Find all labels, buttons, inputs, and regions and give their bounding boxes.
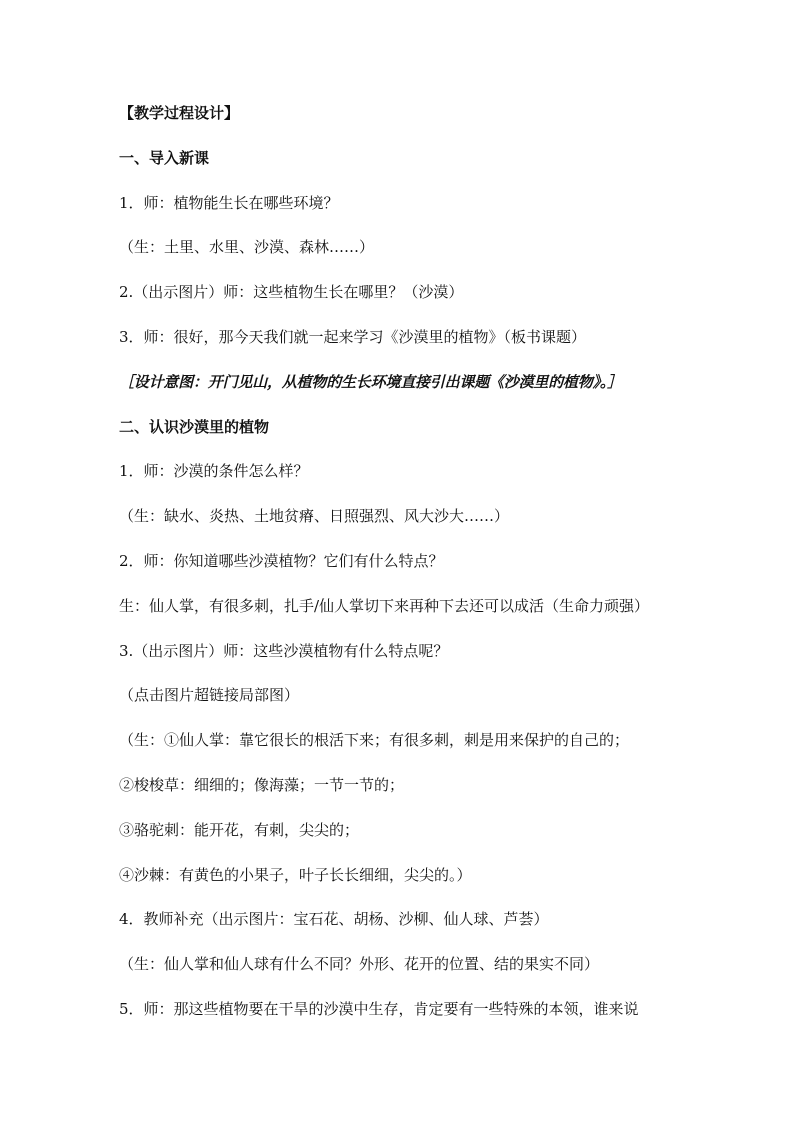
- paragraph-line: （生：土里、水里、沙漠、森林……）: [119, 238, 375, 257]
- paragraph-line: 2．师：你知道哪些沙漠植物？它们有什么特点？: [119, 551, 444, 570]
- paragraph-line: 3.（出示图片）师：这些沙漠植物有什么特点呢？: [119, 641, 449, 660]
- paragraph-line: （生：缺水、炎热、土地贫瘠、日照强烈、风大沙大……）: [119, 507, 510, 526]
- paragraph-line: 1．师：植物能生长在哪些环境？: [119, 193, 339, 212]
- paragraph-line: 生：仙人掌，有很多刺，扎手/仙人掌切下来再种下去还可以成活（生命力顽强）: [119, 596, 650, 615]
- section-heading-desert-plants: 二、认识沙漠里的植物: [119, 417, 270, 436]
- paragraph-line: ②梭梭草：细细的；像海藻；一节一节的；: [119, 775, 405, 794]
- paragraph-line: 3．师：很好，那今天我们就一起来学习《沙漠里的植物》（板书课题）: [119, 327, 587, 346]
- paragraph-line: ④沙棘：有黄色的小果子，叶子长长细细，尖尖的。）: [119, 865, 472, 884]
- paragraph-line: 2.（出示图片）师：这些植物生长在哪里？（沙漠）: [119, 283, 464, 302]
- paragraph-line: 5．师：那这些植物要在干旱的沙漠中生存，肯定要有一些特殊的本领，谁来说: [119, 999, 639, 1018]
- section-heading-teaching-process: 【教学过程设计】: [119, 104, 240, 122]
- design-intent-note: ［设计意图：开门见山，从植物的生长环境直接引出课题《沙漠里的植物》。］: [119, 372, 623, 391]
- document-body: [119, 98, 679, 1039]
- paragraph-line: （生：①仙人掌：靠它很长的根活下来；有很多刺，刺是用来保护的自己的；: [119, 731, 630, 750]
- section-heading-introduction: 一、导入新课: [119, 148, 210, 167]
- paragraph-line: 4．教师补充（出示图片：宝石花、胡杨、沙柳、仙人球、芦荟）: [119, 910, 549, 929]
- paragraph-line: ③骆驼刺：能开花，有刺，尖尖的；: [119, 820, 360, 839]
- paragraph-line: （点击图片超链接局部图）: [119, 686, 300, 705]
- paragraph-line: （生：仙人掌和仙人球有什么不同？外形、花开的位置、结的果实不同）: [119, 955, 600, 974]
- paragraph-line: 1．师：沙漠的条件怎么样？: [119, 462, 309, 481]
